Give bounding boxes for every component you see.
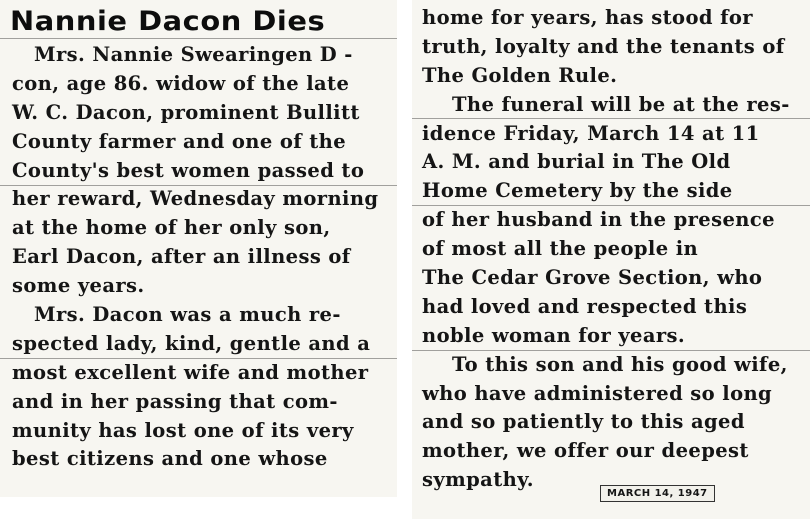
text-line: home for years, has stood for xyxy=(422,6,753,29)
text-line: her reward, Wednesday morning xyxy=(12,187,379,211)
text-line: some years. xyxy=(12,274,145,298)
text-line: The Golden Rule. xyxy=(422,63,618,87)
left-column-text xyxy=(0,41,397,474)
print-rule xyxy=(412,118,810,119)
text-line: A. M. and burial in The Old xyxy=(422,150,731,174)
text-line: con, age 86. widow of the late xyxy=(12,71,350,95)
text-line: of her husband in the presence xyxy=(422,208,775,232)
right-column-text xyxy=(412,4,810,495)
text-line: who have administered so long xyxy=(422,381,773,405)
date-stamp: MARCH 14, 1947 xyxy=(600,485,715,502)
text-line: at the home of her only son, xyxy=(12,216,331,240)
right-column xyxy=(412,0,810,519)
text-line: mother, we offer our deepest xyxy=(422,439,749,463)
text-line: W. C. Dacon, prominent Bullitt xyxy=(12,100,360,124)
text-line: To this son and his good wife, xyxy=(452,352,788,376)
headline: Nannie Dacon Dies xyxy=(10,6,326,37)
text-line: The funeral will be at the res- xyxy=(452,92,790,116)
text-line: Mrs. Dacon was a much re- xyxy=(34,303,341,327)
text-line: Earl Dacon, after an illness of xyxy=(12,245,351,269)
text-line: most excellent wife and mother xyxy=(12,360,369,384)
left-column xyxy=(0,0,397,497)
print-rule xyxy=(0,38,397,39)
text-line: County's best women passed to xyxy=(12,158,365,182)
text-line: truth, loyalty and the tenants of xyxy=(422,34,785,58)
print-rule xyxy=(412,350,810,351)
text-line: and in her passing that com- xyxy=(12,389,338,413)
text-line: Home Cemetery by the side xyxy=(422,179,733,203)
text-line: sympathy. xyxy=(422,468,534,492)
text-line: noble woman for years. xyxy=(422,323,686,347)
text-line: munity has lost one of its very xyxy=(12,418,354,442)
text-line: spected lady, kind, gentle and a xyxy=(12,331,371,355)
text-line: The Cedar Grove Section, who xyxy=(422,266,763,290)
text-line: of most all the people in xyxy=(422,237,699,261)
print-rule xyxy=(0,185,397,186)
text-line: County farmer and one of the xyxy=(12,129,346,153)
text-line: idence Friday, March 14 at 11 xyxy=(422,121,760,145)
text-line: had loved and respected this xyxy=(422,294,748,318)
text-line: and so patiently to this aged xyxy=(422,410,745,434)
text-line: best citizens and one whose xyxy=(12,447,328,471)
print-rule xyxy=(412,205,810,206)
column-gutter xyxy=(397,0,412,519)
print-rule xyxy=(0,358,397,359)
text-line: Mrs. Nannie Swearingen D - xyxy=(34,43,353,66)
